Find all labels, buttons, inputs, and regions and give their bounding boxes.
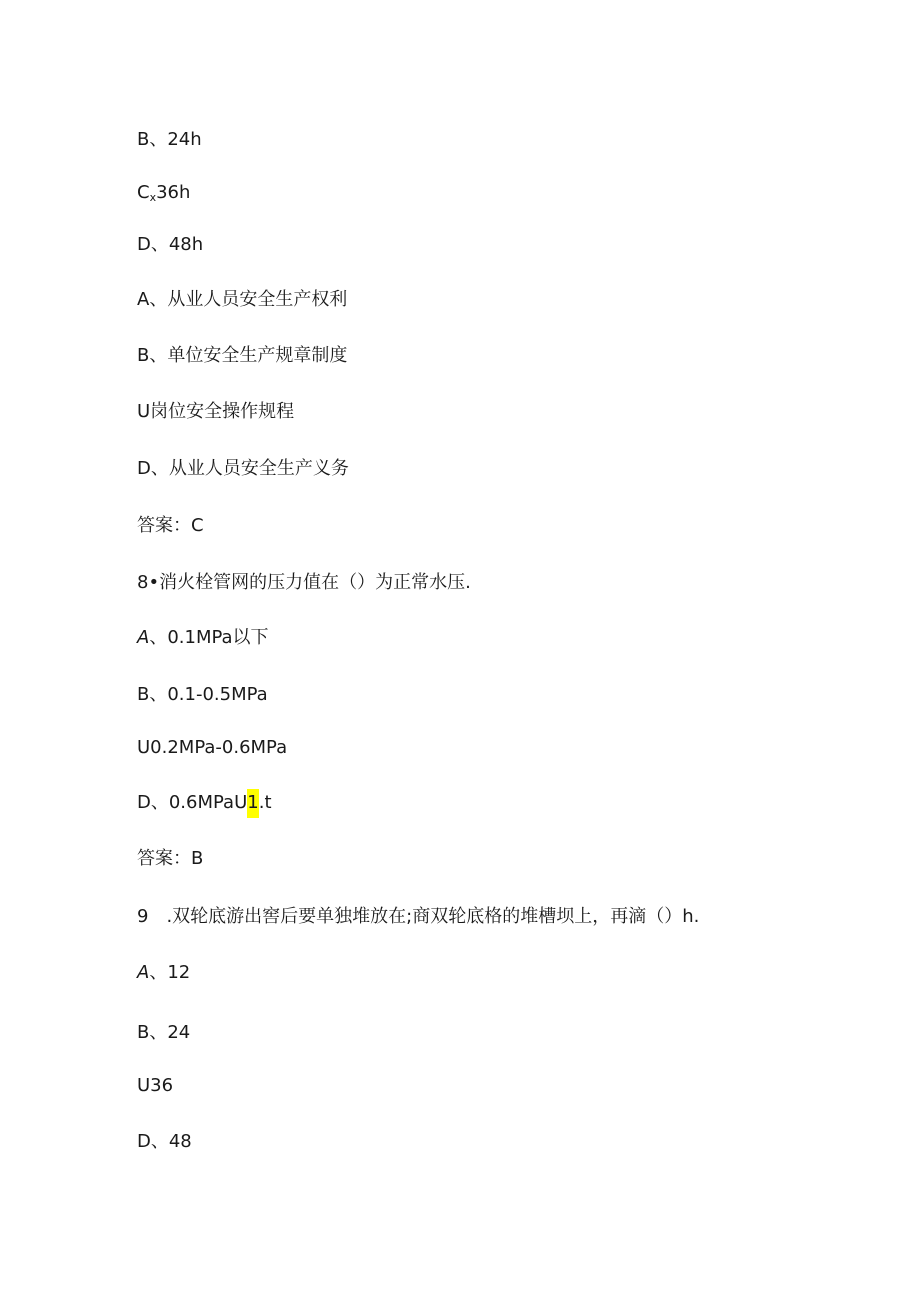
option-d-duties: D、从业人员安全生产义务 xyxy=(137,458,349,479)
option-text: D、0.6MPaU xyxy=(137,792,248,813)
option-text: 36h xyxy=(156,182,191,203)
option-b-pressure: B、0.1-0.5MPa xyxy=(137,684,268,705)
option-b-hours: B、24 xyxy=(137,1022,191,1043)
option-text: 、0.1MPa以下 xyxy=(149,627,269,648)
option-subscript: x xyxy=(149,191,157,204)
option-a-pressure xyxy=(137,627,269,649)
highlighted-text: 1 xyxy=(247,789,258,818)
option-letter: A xyxy=(137,627,150,648)
option-c-36h xyxy=(137,182,190,209)
option-d-hours: D、48 xyxy=(137,1131,192,1152)
option-c-pressure: U0.2MPa-0.6MPa xyxy=(137,737,288,758)
answer-line: 答案：C xyxy=(137,515,204,536)
option-text-tail: .t xyxy=(258,792,272,813)
option-d-48h: D、48h xyxy=(137,234,204,255)
option-d-pressure xyxy=(137,792,272,814)
question-9: 9 .双轮底游出窖后要单独堆放在;商双轮底格的堆槽坝上，再滴（）h. xyxy=(137,906,700,927)
option-text: 、12 xyxy=(149,962,191,983)
option-a-rights: A、从业人员安全生产权利 xyxy=(137,289,348,310)
question-8: 8•消火栓管网的压力值在（）为正常水压. xyxy=(137,572,471,593)
option-letter: A xyxy=(137,962,150,983)
option-letter: C xyxy=(137,182,150,203)
option-c-procedures: U岗位安全操作规程 xyxy=(137,401,295,422)
option-a-hours xyxy=(137,962,190,984)
option-b-24h: B、24h xyxy=(137,129,202,150)
answer-line: 答案：B xyxy=(137,848,204,869)
option-c-hours: U36 xyxy=(137,1075,174,1096)
option-b-rules: B、单位安全生产规章制度 xyxy=(137,345,348,366)
